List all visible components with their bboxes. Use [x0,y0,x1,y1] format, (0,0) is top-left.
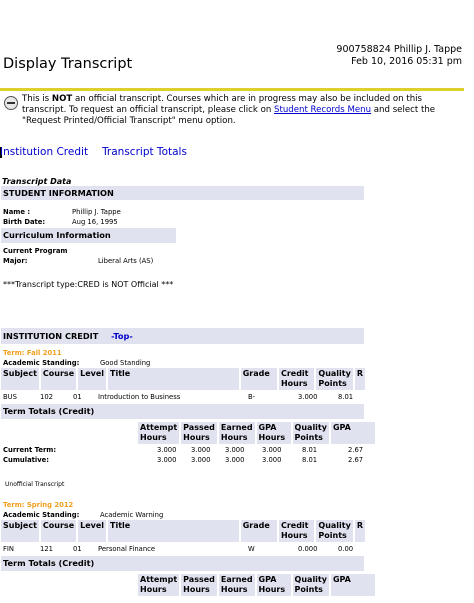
course-table-2 [0,518,367,544]
course-quality-2: 0.00 [338,545,354,553]
course-table [0,366,367,392]
institution-credit-title: INSTITUTION CREDIT [3,331,99,341]
transcript-type-note: ***Transcript type:CRED is NOT Official *** [3,280,174,289]
col-passed-hours: Passed Hours [183,423,215,442]
course-title-2: Personal Finance [98,545,156,553]
info-text-post: and select the "Request Printed/Official Transcript" menu option. [22,105,436,126]
term-label: Term: Fall 2011 [3,349,62,357]
course-number-2: 121 [40,545,53,553]
cum-gpa: 2.67 [348,456,364,464]
info-text-not: NOT [51,94,73,104]
student-information-header: STUDENT INFORMATION [1,186,364,200]
col-gpa-hours-2: GPA Hours [257,574,291,596]
course-credit-2: 0.000 [298,545,318,553]
col-attempt-hours-2: Attempt Hours [140,575,178,594]
transcript-data-heading: Transcript Data [2,177,72,186]
current-attempt: 3.000 [157,446,177,454]
col-earned-hours-2: Earned Hours [220,575,253,594]
course-level-2: 01 [73,545,82,553]
col-gpa: GPA [331,422,375,444]
info-message [4,94,464,127]
current-passed: 3.000 [191,446,211,454]
cum-earned: 3.000 [225,456,245,464]
totals-header-row-2 [138,574,375,596]
academic-standing-label: Academic Standing: [3,359,80,367]
totals-table [136,420,377,446]
cumulative-label: Cumulative: [3,456,50,464]
col-subject-2: Subject [1,520,39,542]
major-value: Liberal Arts (AS) [98,257,154,265]
academic-standing-label-2: Academic Standing: [3,511,80,519]
term-totals-header-2: Term Totals (Credit) [1,556,364,571]
academic-standing-value-2: Academic Warning [100,511,164,519]
title-divider [0,88,464,91]
cum-quality: 8.01 [302,456,318,464]
course-grade: B- [248,393,256,401]
col-r-2: R [355,520,365,542]
top-link[interactable]: -Top- [111,331,133,341]
cum-passed: 3.000 [191,456,211,464]
course-number: 102 [40,393,53,401]
col-credit-hours-2: Credit Hours [279,520,314,542]
academic-standing-value: Good Standing [100,359,151,367]
name-value: Phillip J. Tappe [72,208,121,216]
col-level-2: Level [78,520,106,542]
col-course-2: Course [41,520,76,542]
course-grade-2: W [248,545,255,553]
page-title: Display Transcript [3,56,133,72]
col-quality-points-2: Quality Points [294,575,327,594]
cum-gpa-hours: 3.000 [262,456,282,464]
course-credit: 3.000 [298,393,318,401]
current-term-label: Current Term: [3,446,57,454]
col-passed-hours-2: Passed Hours [183,575,215,594]
section-nav [0,146,201,158]
col-earned-hours: Earned Hours [220,423,253,442]
current-gpa: 2.67 [348,446,364,454]
term-label-2: Term: Spring 2012 [3,501,74,509]
col-title-2: Title [108,520,239,542]
col-attempt-hours: Attempt Hours [140,423,178,442]
date-line: Feb 10, 2016 05:31 pm [351,56,462,67]
current-program-label: Current Program [3,247,68,255]
course-level: 01 [73,393,82,401]
col-title: Title [108,368,239,390]
current-gpa-hours: 3.000 [262,446,282,454]
col-gpa-2: GPA [331,574,375,596]
info-text-mid: an official transcript. Courses which are in progress may also be included on this transcript. To request an official transcript, please click on [22,94,423,115]
curriculum-header: Curriculum Information [1,228,176,243]
course-title: Introduction to Business [98,393,181,401]
col-level: Level [78,368,106,390]
cum-attempt: 3.000 [157,456,177,464]
birth-date-value: Aug 16, 1995 [72,218,118,226]
col-quality-points: Quality Points [294,423,327,442]
col-gpa-hours: GPA Hours [257,422,291,444]
course-subject-2: FIN [3,545,14,553]
birth-date-label: Birth Date: [3,218,46,226]
student-records-menu-link[interactable]: Student Records Menu [274,105,372,115]
institution-credit-header [1,328,364,344]
col-quality-points: Quality Points [318,369,351,388]
totals-table-2 [136,572,377,598]
course-quality: 8.01 [338,393,354,401]
col-credit-hours: Credit Hours [279,368,314,390]
transcript-totals-link[interactable]: Transcript Totals [102,146,187,158]
term-totals-header: Term Totals (Credit) [1,404,364,419]
col-grade-2: Grade [241,520,277,542]
col-grade: Grade [241,368,277,390]
current-quality: 8.01 [302,446,318,454]
col-course: Course [41,368,76,390]
current-earned: 3.000 [225,446,245,454]
institution-credit-link[interactable]: Institution Credit [0,146,89,158]
info-icon [4,96,18,110]
user-line: 900758824 Phillip J. Tappe [336,44,462,55]
col-subject: Subject [1,368,39,390]
col-quality-points-2: Quality Points [318,521,351,540]
course-header-row [1,368,365,390]
totals-header-row [138,422,375,444]
col-r: R [355,368,365,390]
unofficial-footnote: Unofficial Transcript [5,481,65,488]
course-subject: BUS [3,393,17,401]
info-text-pre: This is [22,94,52,104]
major-label: Major: [3,257,28,265]
user-info [336,44,462,68]
course-header-row-2 [1,520,365,542]
name-label: Name : [3,208,31,216]
